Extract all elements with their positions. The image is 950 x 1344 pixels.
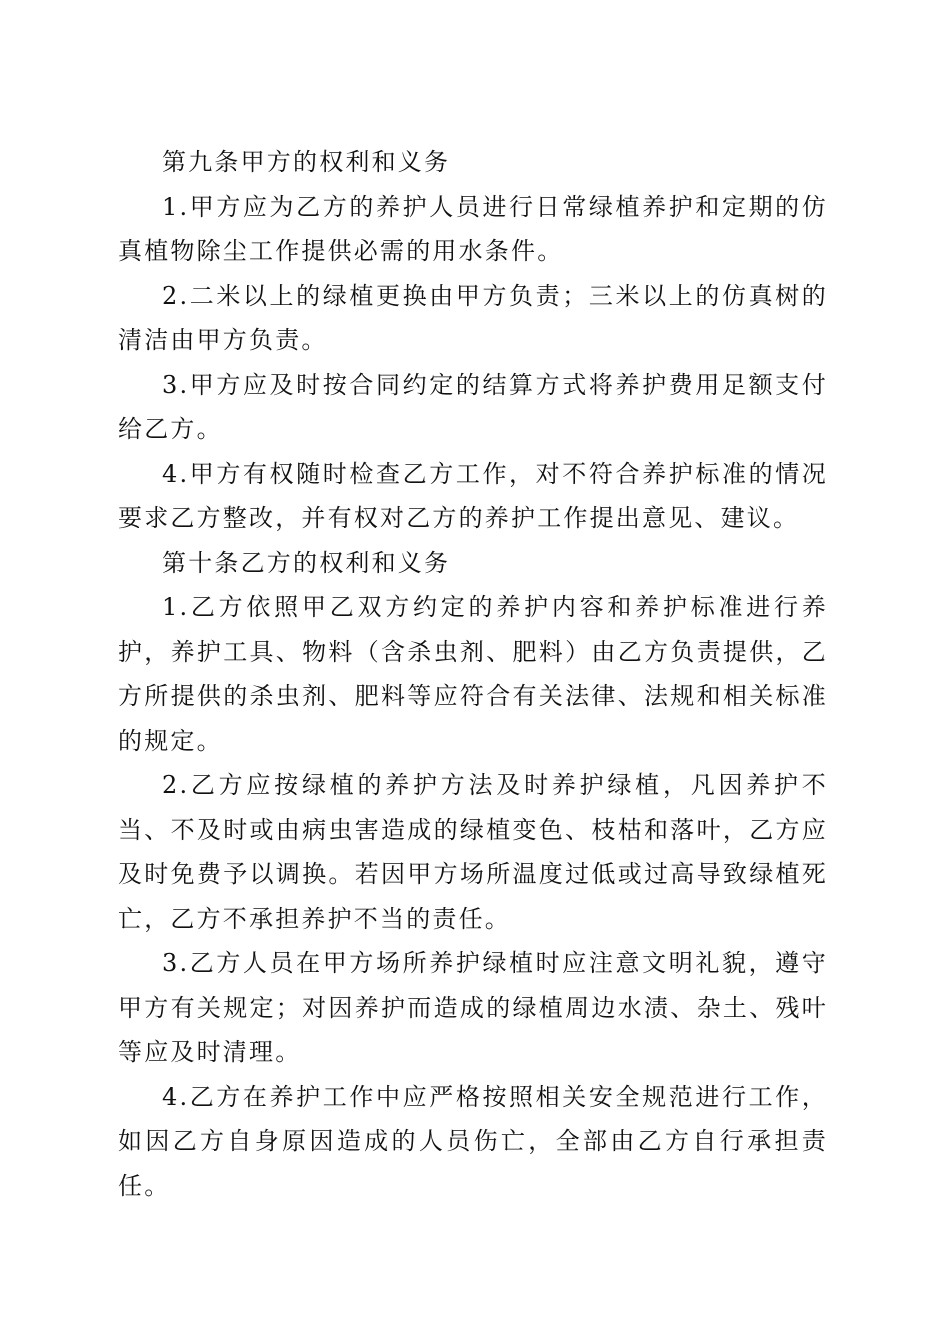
article-10-heading: 第十条乙方的权利和义务 (162, 548, 451, 577)
article-9-clause-1: 1.甲方应为乙方的养护人员进行日常绿植养护和定期的仿真植物除尘工作提供必需的用水条件。 (118, 192, 828, 265)
article-9-clause-4: 4.甲方有权随时检查乙方工作，对不符合养护标准的情况要求乙方整改，并有权对乙方的养护工作提出意见、建议。 (118, 459, 828, 532)
article-9-heading: 第九条甲方的权利和义务 (162, 148, 451, 176)
article-10-clause-1: 1.乙方依照甲乙双方约定的养护内容和养护标准进行养护，养护工具、物料（含杀虫剂、肥料）由乙方负责提供，乙方所提供的杀虫剂、肥料等应符合有关法律、法规和相关标准的规定。 (118, 593, 828, 755)
article-10-clause-2: 2.乙方应按绿植的养护方法及时养护绿植，凡因养护不当、不及时或由病虫害造成的绿植变色、枝枯和落叶，乙方应及时免费予以调换。若因甲方场所温度过低或过高导致绿植死亡，乙方不承担养护不当的责任。 (118, 771, 828, 933)
article-10-clause-4: 4.乙方在养护工作中应严格按照相关安全规范进行工作，如因乙方自身原因造成的人员伤亡，全部由乙方自行承担责任。 (118, 1082, 828, 1200)
document-page (118, 140, 828, 1208)
article-10-clause-3: 3.乙方人员在甲方场所养护绿植时应注意文明礼貌，遵守甲方有关规定；对因养护而造成的绿植周边水渍、杂土、残叶等应及时清理。 (118, 949, 828, 1066)
article-9-clause-3: 3.甲方应及时按合同约定的结算方式将养护费用足额支付给乙方。 (118, 370, 828, 443)
article-9-clause-2: 2.二米以上的绿植更换由甲方负责；三米以上的仿真树的清洁由甲方负责。 (118, 281, 828, 354)
